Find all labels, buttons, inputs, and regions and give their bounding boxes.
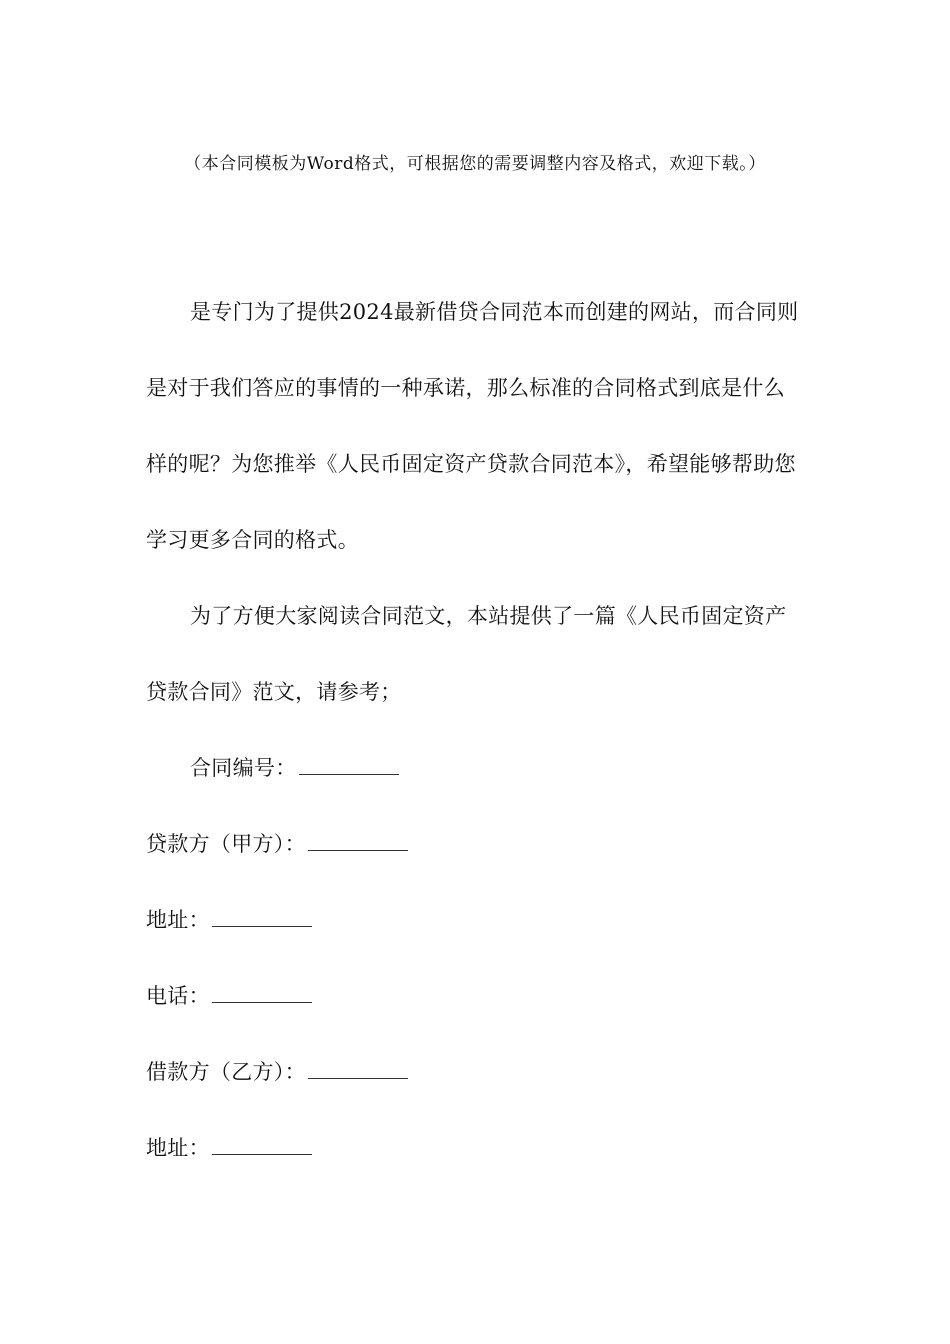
borrower-label: 借款方（乙方）： [146,1060,306,1084]
contract-number-blank [299,756,399,775]
document-body [146,274,806,1186]
reference-paragraph: 为了方便大家阅读合同范文，本站提供了一篇《人民币固定资产贷款合同》范文，请参考； [146,604,787,704]
borrower-blank [308,1060,408,1079]
contract-number-field [146,730,806,806]
lender-label: 贷款方（甲方）： [146,832,306,856]
intro-paragraph: 是专门为了提供2024最新借贷合同范本而创建的网站，而合同则是对于我们答应的事情的一种承诺，那么标准的合同格式到底是什么样的呢？为您推举《人民币固定资产贷款合同范本》，希望能够帮助您学习更多合同的格式。 [146,300,799,552]
lender-blank [308,832,408,851]
lender-phone-blank [212,984,312,1003]
borrower-address-label: 地址： [146,1136,210,1160]
borrower-field [146,1034,806,1110]
lender-phone-field [146,958,806,1034]
contract-number-label: 合同编号： [190,756,297,780]
lender-phone-label: 电话： [146,984,210,1008]
borrower-address-field [146,1110,806,1186]
template-notice: （本合同模板为Word格式，可根据您的需要调整内容及格式，欢迎下载。） [184,154,766,174]
borrower-address-blank [212,1136,312,1155]
lender-address-field [146,882,806,958]
lender-address-blank [212,908,312,927]
lender-field [146,806,806,882]
lender-address-label: 地址： [146,908,210,932]
